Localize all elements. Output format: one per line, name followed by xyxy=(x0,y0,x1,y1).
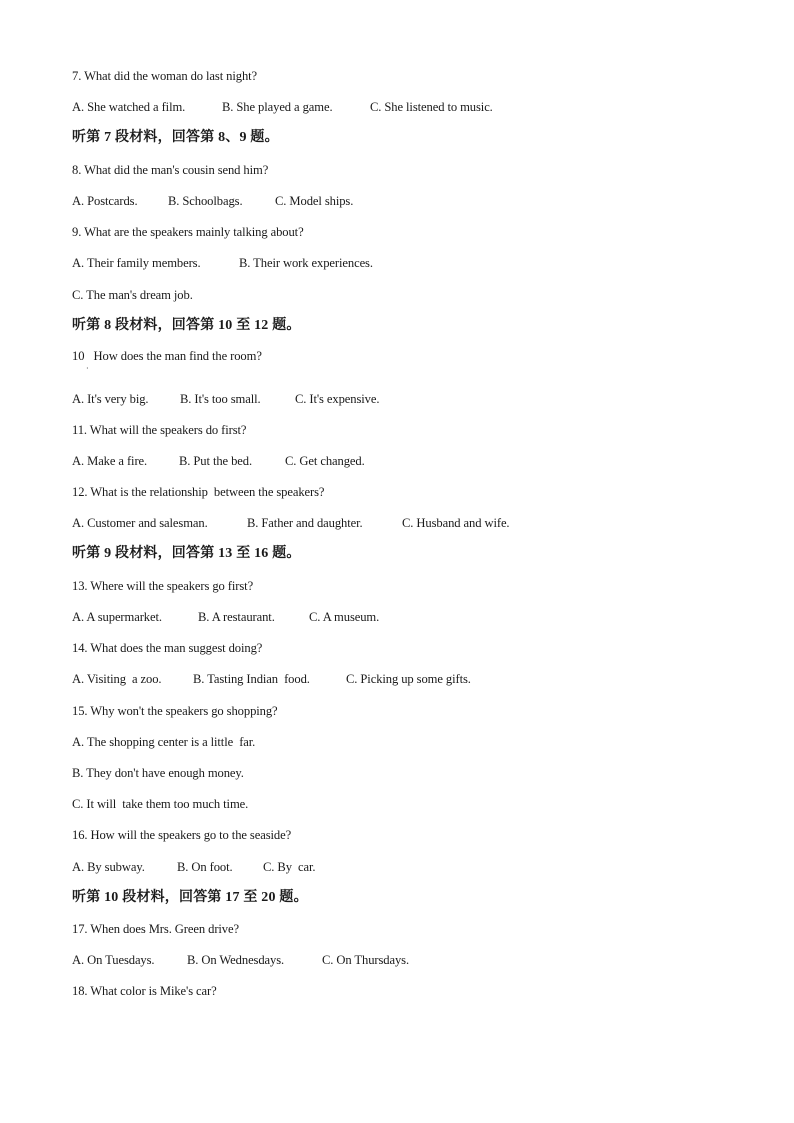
option-a: A. Visiting a zoo. xyxy=(72,672,162,686)
option-a: A. It's very big. xyxy=(72,392,149,406)
options-14 xyxy=(72,671,471,687)
options-8 xyxy=(72,193,353,209)
question-17: 17. When does Mrs. Green drive? xyxy=(72,922,239,936)
option-b: B. She played a game. xyxy=(222,100,333,114)
option-a: A. She watched a film. xyxy=(72,100,186,114)
options-11 xyxy=(72,453,365,469)
option-c: C. Get changed. xyxy=(285,454,365,468)
option-a: A. Make a fire. xyxy=(72,454,148,468)
question-7: 7. What did the woman do last night? xyxy=(72,69,258,83)
options-12 xyxy=(72,515,509,531)
option-b: B. Tasting Indian food. xyxy=(193,672,310,686)
option-c: C. Husband and wife. xyxy=(402,516,510,530)
options-7 xyxy=(72,99,493,115)
option-a: A. By subway. xyxy=(72,860,145,874)
question-14: 14. What does the man suggest doing? xyxy=(72,641,263,655)
options-9 xyxy=(72,255,373,271)
option-a: A. Customer and salesman. xyxy=(72,516,208,530)
question-16: 16. How will the speakers go to the seaside? xyxy=(72,828,292,842)
question-12: 12. What is the relationship between the speakers? xyxy=(72,485,325,499)
options-13 xyxy=(72,609,379,625)
options-16 xyxy=(72,859,315,875)
option-b: B. A restaurant. xyxy=(198,610,275,624)
section-heading-10: 听第 10 段材料，回答第 17 至 20 题。 xyxy=(72,890,308,905)
question-11: 11. What will the speakers do first? xyxy=(72,423,247,437)
option-a: A. On Tuesdays. xyxy=(72,953,155,967)
option-b: B. Schoolbags. xyxy=(168,194,243,208)
option-b: B. Their work experiences. xyxy=(239,256,373,270)
option-a: A. Postcards. xyxy=(72,194,138,208)
section-heading-7: 听第 7 段材料，回答第 8、9 题。 xyxy=(72,130,279,145)
option-c: C. It's expensive. xyxy=(295,392,380,406)
section-heading-8: 听第 8 段材料，回答第 10 至 12 题。 xyxy=(72,318,301,333)
option-a: A. Their family members. xyxy=(72,256,201,270)
option-b: B. On foot. xyxy=(177,860,233,874)
options-10 xyxy=(72,391,379,407)
option-c: C. On Thursdays. xyxy=(322,953,410,967)
option-c: C. She listened to music. xyxy=(370,100,493,114)
option-b: B. It's too small. xyxy=(180,392,261,406)
option-a-15: A. The shopping center is a little far. xyxy=(72,735,256,749)
question-10: 10 How does the man find the room? xyxy=(72,349,262,363)
question-18: 18. What color is Mike's car? xyxy=(72,984,217,998)
option-c: C. Model ships. xyxy=(275,194,354,208)
option-c: C. Picking up some gifts. xyxy=(346,672,471,686)
option-c: C. By car. xyxy=(263,860,316,874)
option-b: B. On Wednesdays. xyxy=(187,953,285,967)
option-b-15: B. They don't have enough money. xyxy=(72,766,244,780)
option-a: A. A supermarket. xyxy=(72,610,162,624)
option-c-15: C. It will take them too much time. xyxy=(72,797,249,811)
option-b: B. Put the bed. xyxy=(179,454,253,468)
question-15: 15. Why won't the speakers go shopping? xyxy=(72,704,278,718)
section-heading-9: 听第 9 段材料，回答第 13 至 16 题。 xyxy=(72,546,301,561)
question-9: 9. What are the speakers mainly talking about? xyxy=(72,225,304,239)
options-17 xyxy=(72,952,409,968)
stray-mark: · xyxy=(86,364,89,373)
question-8: 8. What did the man's cousin send him? xyxy=(72,163,269,177)
option-c: C. A museum. xyxy=(309,610,380,624)
option-b: B. Father and daughter. xyxy=(247,516,363,530)
question-13: 13. Where will the speakers go first? xyxy=(72,579,254,593)
option-c-9: C. The man's dream job. xyxy=(72,288,193,302)
